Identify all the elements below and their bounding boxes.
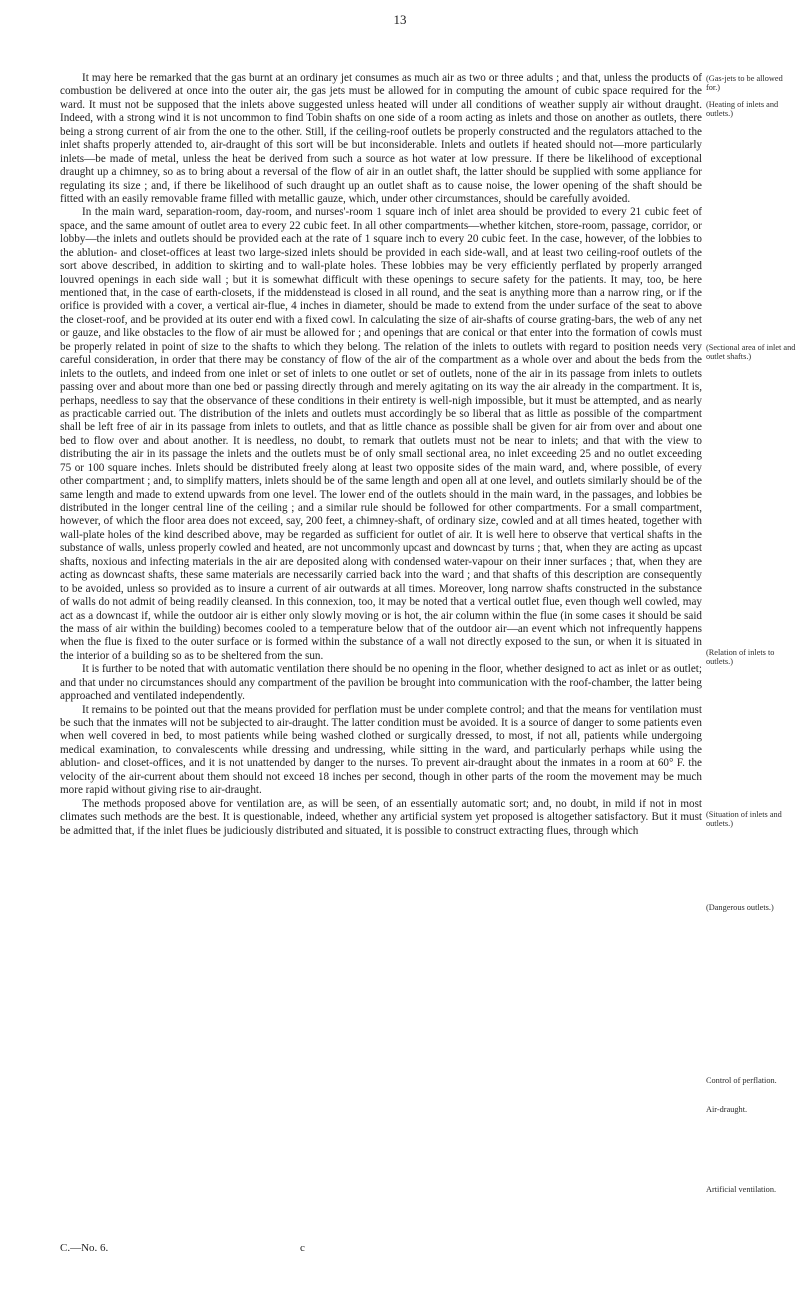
margin-note-artificial-ventilation: Artificial ventilation.: [706, 1185, 777, 1194]
footer-sheet-letter: c: [300, 1242, 305, 1254]
paragraph-artificial-ventilation: The methods proposed above for ventilation are, as will be seen, of an essentially automatic sort; and, no doubt, in mild if not in most climates such methods are the best. It is questionable, indeed, whether any artificial system yet proposed is altogether satisfactory. But it must be admitted that, if the inlet flues be judiciously distributed and situated, it is possible to construct extracting flues, through which: [60, 797, 702, 837]
margin-note-control-perflation: Control of perflation.: [706, 1076, 777, 1085]
paragraph-gas-jets: It may here be remarked that the gas burnt at an ordinary jet consumes as much air as two or three adults ; and that, unless the products of combustion be delivered at once into the outer air, the gas jets must be allowed for in computing the amount of cubic space required for the ward. It must not be supposed that the inlets above suggested unless heated will under all conditions of weather supply air without draught. Indeed, with a strong wind it is not uncommon to find Tobin shafts on one side of a room acting as inlets and those on another as outlets, there being a strong current of air from the one to the other. Still, if the ceiling-roof outlets be properly constructed and the regulators attached to the inlet shafts properly attended to, air-draught of this sort will be but inconsiderable. Inlets and outlets if heated should not—more particularly inlets—be made of metal, unless the heat be derived from such a source as hot water at low pressure. If there be likelihood of exceptional draught up a chimney, so as to bring about a reversal of the flow of air in an outlet shaft, the latter should be supplied with some appliance for regulating its size ; and, if there be likelihood of such draught up an outlet shaft as to cause noise, the lower opening of the shaft should be fitted with an easily removable frame filled with metallic gauze, which, under other circumstances, should be carefully avoided.: [60, 72, 702, 205]
margin-note-heating: (Heating of inlets and outlets.): [706, 100, 779, 118]
body-text: [60, 72, 702, 838]
paragraph-perflation-control: It remains to be pointed out that the means provided for perflation must be under complete control; and that the means for ventilation must be such that the inmates will not be subjected to air-draught. The latter condition must be avoided. It is a source of danger to some patients even when well covered in bed, to most patients while being washed clothed or surgically dressed, to most, if not all, patients while undergoing medical examination, to convalescents while dressing and undressing, while sitting in the ward, and particularly perhaps while using the ablution- and closet-offices, and it is not unattended by danger to the nurses. To prevent air-draught about the inmates in a room at 60° F. the velocity of the air-current about them should not exceed 18 inches per second, though in other parts of the room the movement may be much more rapid without giving rise to air-draught.: [60, 703, 702, 797]
margin-note-situation: (Situation of inlets and outlets.): [706, 810, 782, 828]
margin-note-dangerous-outlets: (Dangerous outlets.): [706, 903, 774, 912]
margin-note-relation: (Relation of inlets to outlets.): [706, 648, 775, 666]
page-number: 13: [393, 12, 407, 27]
paragraph-floor-openings: It is further to be noted that with automatic ventilation there should be no opening in the floor, whether designed to act as inlet or as outlet; and that under no circumstances should any compartment of the pavilion be brought into communication with the roof-chamber, the latter being approached and ventilated independently.: [60, 663, 702, 703]
margin-note-sectional-area: (Sectional area of inlet and outlet shafts.): [706, 343, 796, 361]
footer-signature: C.—No. 6.: [60, 1242, 109, 1254]
paragraph-inlet-area: In the main ward, separation-room, day-room, and nurses'-room 1 square inch of inlet area should be provided to every 21 cubic feet of space, and the same amount of outlet area to every 22 cubic feet. In all other compartments—whether kitchen, store-room, passage, corridor, or lobby—the inlets and outlets should be provided each at the rate of 1 square inch to every 20 cubic feet. In the case, however, of the lobbies to the ablution- and closet-offices at least two large-sized inlets should be provided in each side-wall, and at least two ceiling-roof outlets of the sort above described, in addition to skirting and to wall-plate holes. These lobbies may be very efficiently perflated by properly arranged louvred openings in each side wall ; but it is somewhat difficult with these openings to secure safety for the patients. It may, too, be here mentioned that, in the case of earth-closets, if the middenstead is closed in all round, and the seat is anything more than a narrow ring, or if the orifice is provided with a cover, a vertical air-flue, 4 inches in diameter, should be made to extend from the under surface of the seat to above the closet-roof, and be provided at its outer end with a fixed cowl. In calculating the size of air-shafts of course grating-bars, the web of any net or gauze, and like obstacles to the flow of air must be allowed for ; and openings that are conical or that enter into the formation of cowls must be properly related in point of size to the shafts to which they belong. The relation of the inlets to outlets with regard to position needs very careful consideration, in order that there may be constancy of flow of the air of the compartment as a whole over and about the beds from the inlets to the outlets, and indeed from one inlet or set of inlets to one outlet or set of outlets, none of the air in its passage from inlets to outlets passing over and about more than one bed or passing directly through and merely agitating on its way the air already in the compartment. It is, perhaps, needless to say that the observance of these conditions in their entirety is well-nigh impossible, but it must be attempted, and as nearly as practicable carried out. The distribution of the inlets and outlets must accordingly be so liberal that as little as possible of the compartment shall be left free of air in its passage from inlets to outlets, and that as little chance as possible shall be given for air from over and about one bed to flow over and about another. It is needless, no doubt, to remark that outlets must not be near to inlets; and that with the view to distributing the air in its passage the inlets and the outlets must be of only small sectional area, no inlet exceeding 25 and no outlet exceeding 75 or 100 square inches. Inlets should be distributed freely along at least two opposite sides of the main ward, and, where possible, of every other compartment ; and, to simplify matters, inlets should be of the same length and open all at one level, and outlets similarly should be of the same length and made to extend upwards from one level. The lower end of the outlets should in the main ward, in the passages, and lobbies be distributed in the longer central line of the ceiling ; and a similar rule should be followed for other compartments. For a small compartment, however, of which the floor area does not exceed, say, 200 feet, a chimney-shaft, of ordinary size, cowled and at all times heated, together with wall-plate holes of the kind described above, may be regarded as sufficient for outlet of air. It is well here to observe that vertical shafts in the substance of walls, unless properly cowled and heated, are not uncommonly upcast and downcast by turns ; that, when they are acting as upcast shafts, noxious and infecting materials in the air are deposited along with condensed water-vapour on their inner surfaces ; that, when they are acting as downcast shafts, these same materials are necessarily carried back into the ward ; and that shafts of this description are consequently to be avoided, unless so provided as to insure a current of air outwards at all times. Moreover, long narrow shafts constructed in the substance of walls do not admit of being readily cleansed. In this connexion, too, it may be noted that a vertical outlet flue, even though well cowled, may act as a downcast if, while the outdoor air is either only slowly moving or is hot, the air column within the flue (in some cases it should be said the mass of air within the building) becomes cooled to a temperature below that of the outdoor air—an event which not infrequently happens when the flue is fixed to the outer surface or is formed within the substance of a wall not directly exposed to the sun, or when it is situated in the interior of a building so as to be sheltered from the sun.: [60, 206, 702, 662]
margin-note-air-draught: Air-draught.: [706, 1105, 748, 1114]
margin-note-gas-jets: (Gas-jets to be allowed for.): [706, 74, 783, 92]
